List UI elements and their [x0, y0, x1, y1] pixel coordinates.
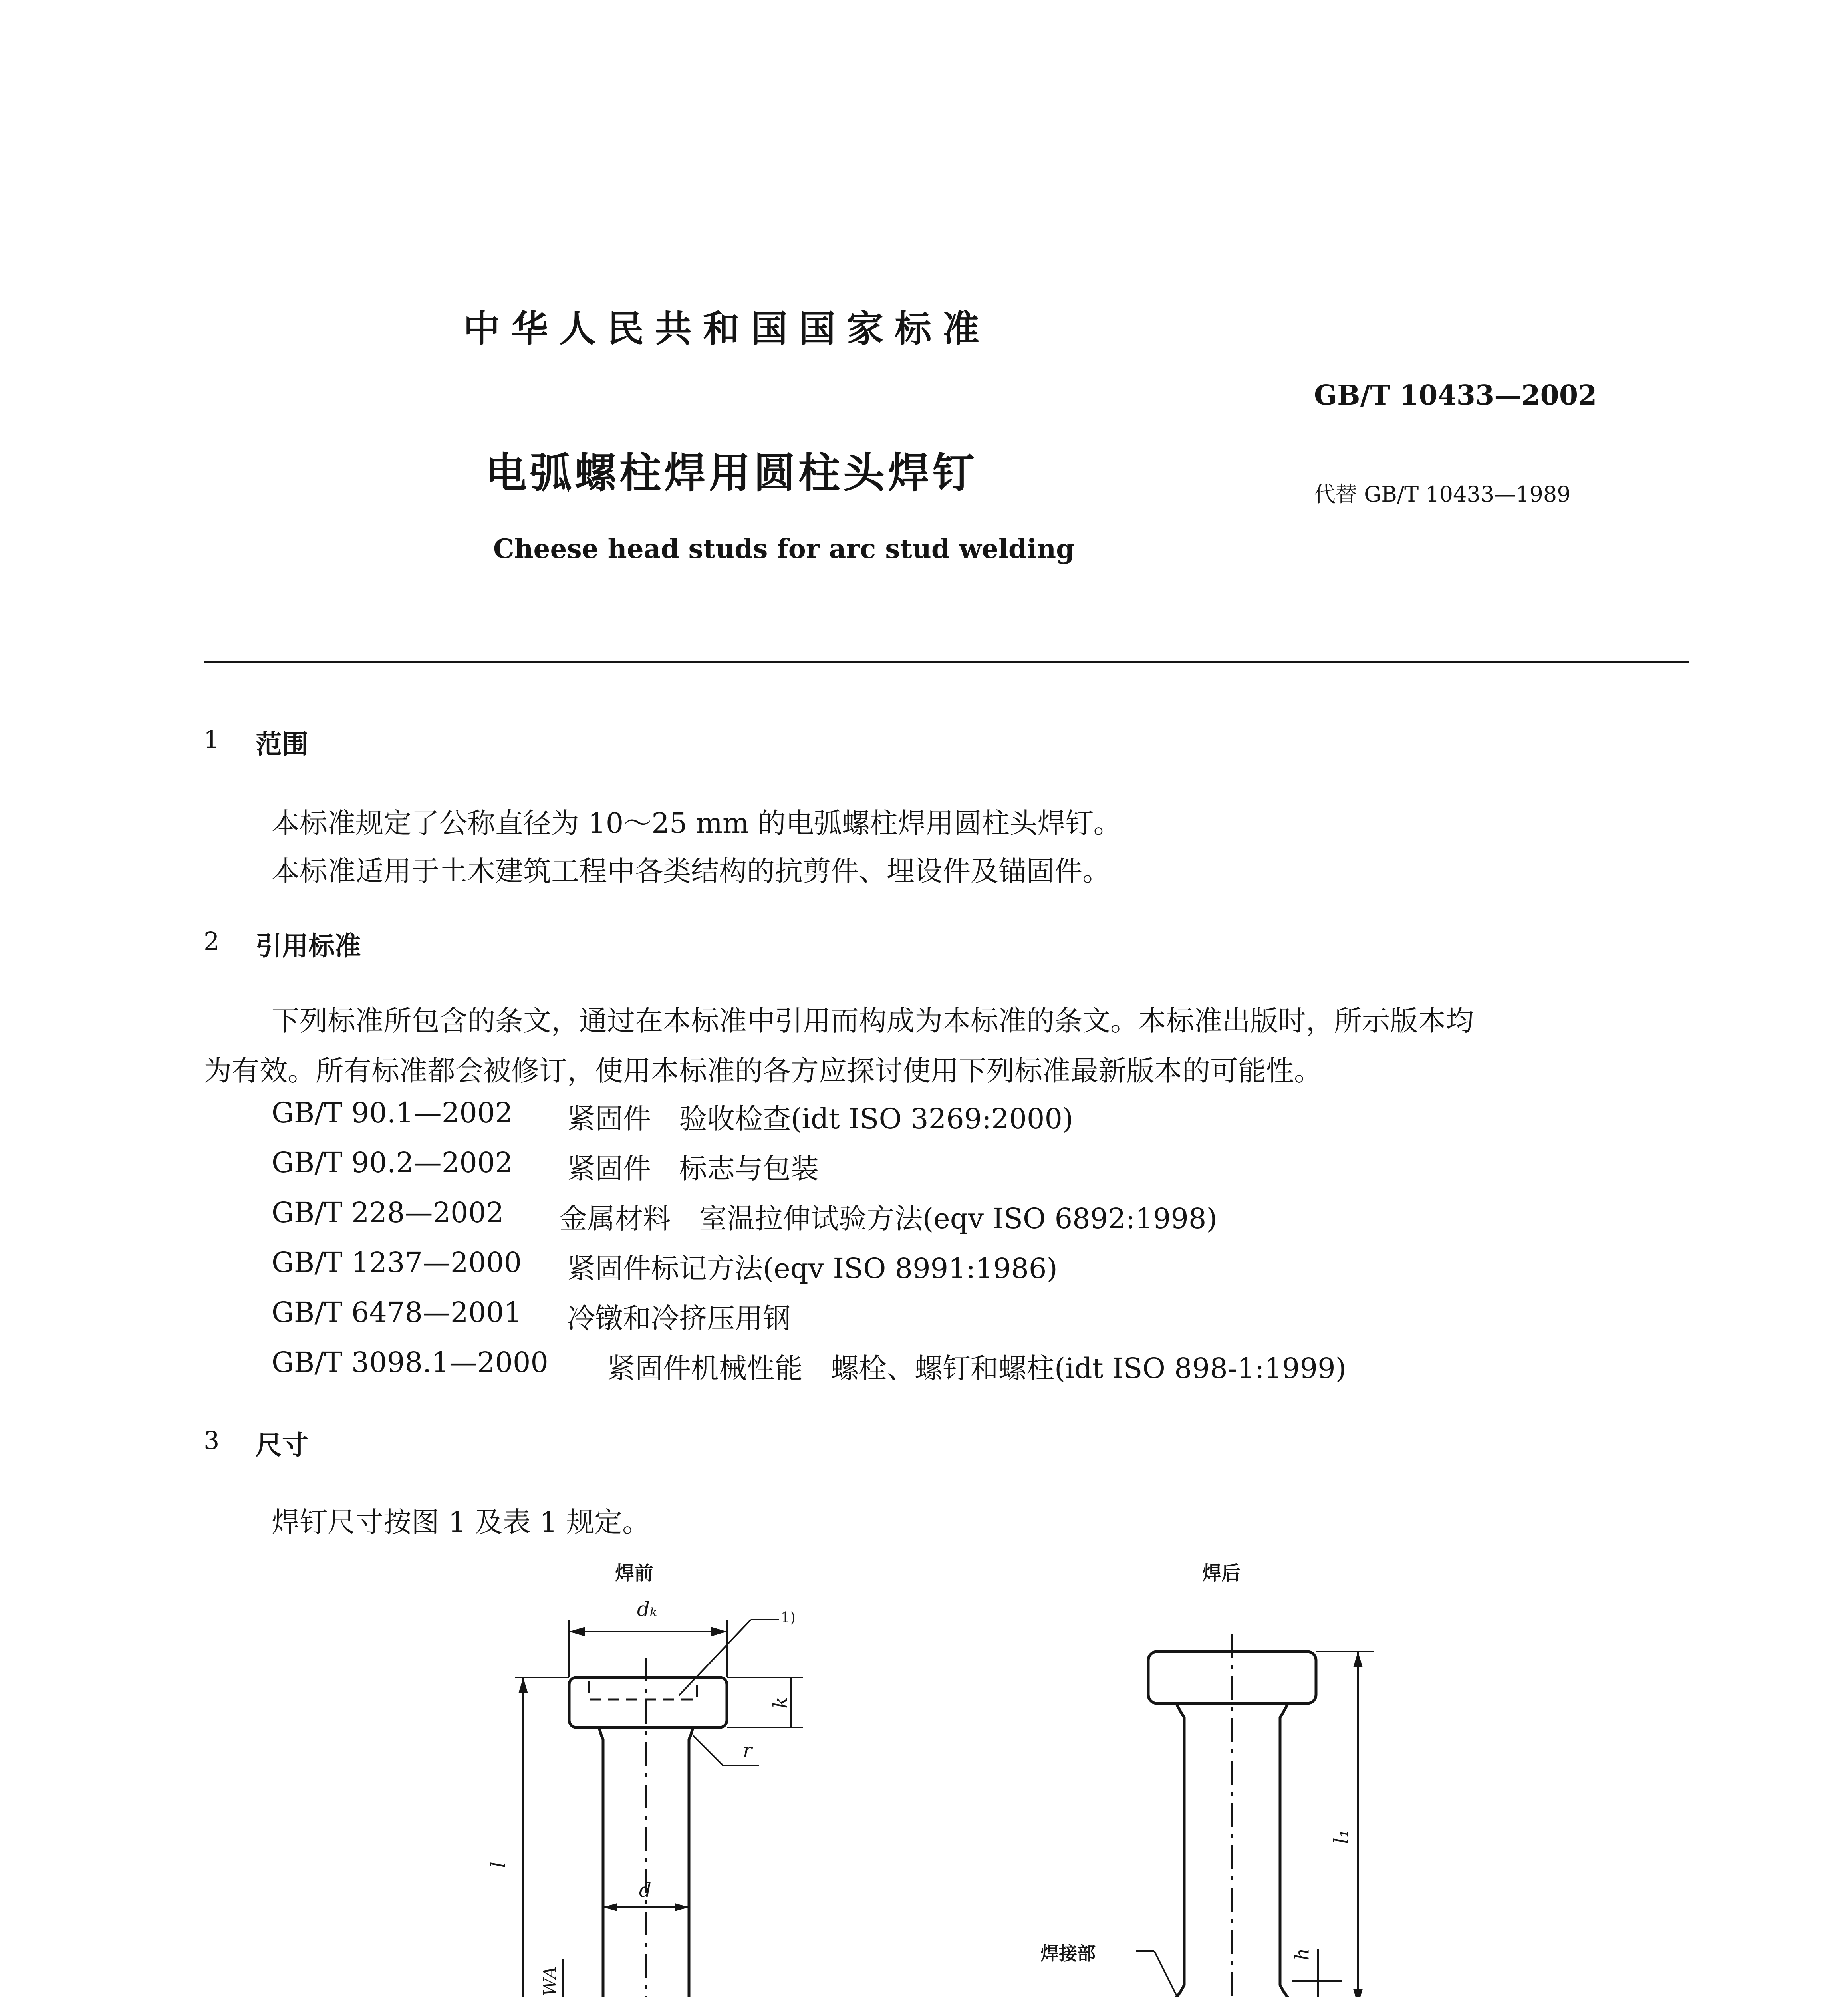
dim-h: h [1291, 1948, 1314, 1961]
section-1-title: 范围 [256, 729, 308, 760]
section-1-paragraph: 本标准适用于土木建筑工程中各类结构的抗剪件、埋设件及锚固件。 [272, 855, 1110, 887]
dim-l: l [487, 1862, 510, 1868]
replaces-note: 代替 GB/T 10433—1989 [1314, 482, 1571, 507]
reference-title: 紧固件 标志与包装 [567, 1152, 819, 1185]
reference-code: GB/T 6478—2001 [272, 1296, 522, 1329]
reference-code: GB/T 1237—2000 [272, 1246, 522, 1279]
standard-code: GB/T 10433—2002 [1314, 379, 1597, 411]
section-1-number: 1 [204, 725, 220, 754]
reference-title: 冷镦和冷挤压用钢 [567, 1302, 791, 1335]
dim-k: k [769, 1697, 792, 1709]
section-3-number: 3 [204, 1426, 220, 1455]
reference-code: GB/T 228—2002 [272, 1196, 504, 1229]
section-3-title: 尺寸 [256, 1430, 308, 1461]
reference-title: 紧固件标记方法(eqv ISO 8991:1986) [567, 1252, 1058, 1285]
reference-code: GB/T 90.2—2002 [272, 1146, 513, 1179]
reference-code: GB/T 3098.1—2000 [272, 1346, 548, 1379]
english-title: Cheese head studs for arc stud welding [493, 533, 1075, 564]
stud-after-welding [1076, 1634, 1388, 1997]
section-2-intro: 为有效。所有标准都会被修订，使用本标准的各方应探讨使用下列标准最新版本的可能性。 [204, 1054, 1322, 1087]
dim-dk: dₖ [637, 1598, 657, 1621]
section-1-paragraph: 本标准规定了公称直径为 10～25 mm 的电弧螺柱焊用圆柱头焊钉。 [272, 807, 1122, 840]
reference-title: 金属材料 室温拉伸试验方法(eqv ISO 6892:1998) [559, 1202, 1217, 1235]
reference-code: GB/T 90.1—2002 [272, 1096, 513, 1129]
weld-part-label: 焊接部 [1040, 1943, 1096, 1964]
figure-left-label: 焊前 [615, 1562, 654, 1584]
reference-title: 紧固件 验收检查(idt ISO 3269:2000) [567, 1102, 1074, 1135]
dim-l1: l₁ [1330, 1829, 1353, 1844]
dim-d: d [639, 1879, 651, 1902]
national-standard-heading: 中华人民共和国国家标准 [463, 308, 991, 350]
section-2-number: 2 [204, 927, 220, 956]
section-2-title: 引用标准 [256, 931, 361, 961]
dim-r: r [743, 1739, 752, 1762]
note-1-marker: 1) [781, 1610, 796, 1626]
stud-before-welding [515, 1620, 803, 1997]
section-3-paragraph: 焊钉尺寸按图 1 及表 1 规定。 [272, 1506, 651, 1538]
figure-right-label: 焊后 [1202, 1562, 1241, 1584]
dim-wa: WA [540, 1966, 560, 1996]
document-title: 电弧螺柱焊用圆柱头焊钉 [485, 449, 978, 497]
section-2-intro: 下列标准所包含的条文，通过在本标准中引用而构成为本标准的条文。本标准出版时，所示版本均 [272, 1004, 1474, 1037]
reference-title: 紧固件机械性能 螺栓、螺钉和螺柱(idt ISO 898-1:1999) [607, 1352, 1346, 1385]
